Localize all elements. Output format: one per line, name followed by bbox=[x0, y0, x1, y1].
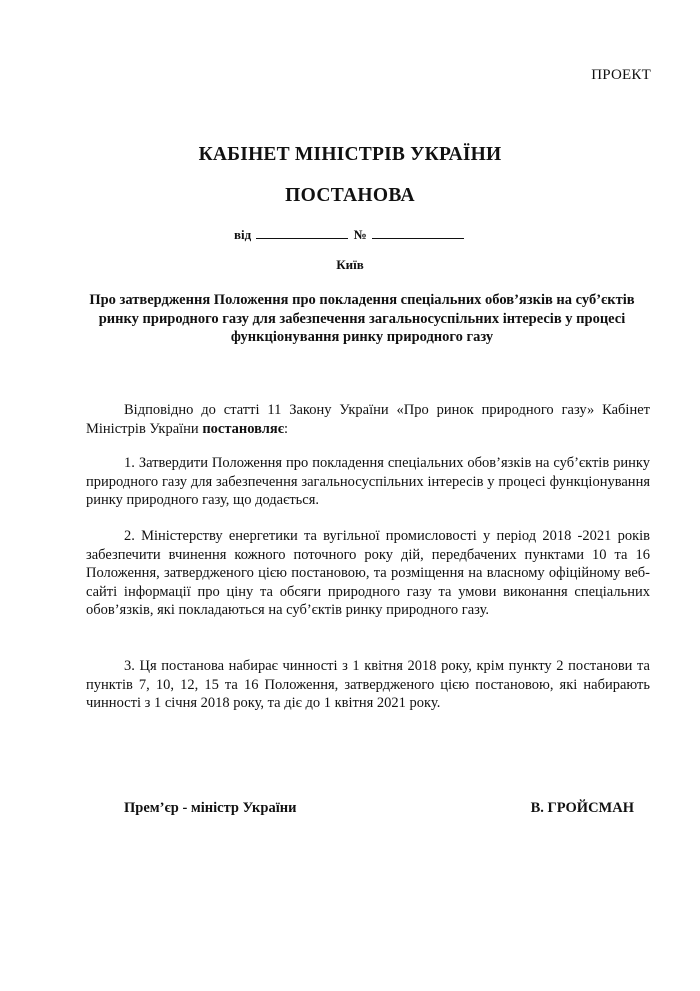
number-blank bbox=[372, 226, 464, 239]
paragraph-1: 1. Затвердити Положення про покладення спеціальних обов’язків на суб’єктів ринку природного газу для забезпечення загальносуспільних інтересів у процесі функціонування ринку природного газу, що додається. bbox=[86, 455, 650, 508]
number-label: № bbox=[353, 227, 367, 242]
signatory-name: В. ГРОЙСМАН bbox=[530, 800, 634, 816]
date-number-line bbox=[0, 226, 700, 243]
document-type-heading: ПОСТАНОВА bbox=[285, 185, 415, 206]
paragraph-2: 2. Міністерству енергетики та вугільної промисловості у період 2018 -2021 років забезпечити вчинення кожного поточного року дій, передбачених пунктами 10 та 16 Положення, затвердженого цією постановою, та розміщення на власному офіційному веб-сайті інформації про ціну та обсяги природного газу та умови виконання спеціальних обов’язків, які покладаються на суб’єктів ринку природного газу. bbox=[86, 528, 650, 618]
organization-title: КАБІНЕТ МІНІСТРІВ УКРАЇНИ bbox=[198, 144, 502, 165]
date-label: від bbox=[233, 227, 252, 242]
city-label: Київ bbox=[336, 257, 364, 272]
intro-paragraph bbox=[86, 401, 650, 438]
draft-stamp: ПРОЕКТ bbox=[591, 67, 651, 83]
date-blank bbox=[256, 226, 348, 239]
intro-text: Відповідно до статті 11 Закону України «Про ринок природного газу» Кабінет Міністрів України bbox=[86, 402, 650, 437]
intro-emphasis: постановляє bbox=[202, 420, 285, 437]
intro-tail: : bbox=[284, 420, 289, 437]
document-subject: Про затвердження Положення про покладення спеціальних обов’язків на суб’єктів ринку природного газу для забезпечення загальносуспільних інтересів у процесі функціонування ринку природного газу bbox=[89, 292, 635, 345]
signatory-title: Прем’єр - міністр України bbox=[124, 800, 297, 816]
paragraph-3: 3. Ця постанова набирає чинності з 1 квітня 2018 року, крім пункту 2 постанови та пунктів 7, 10, 12, 15 та 16 Положення, затвердженого цією постановою, які набирають чинності з 1 січня 2018 року, та діє до 1 квітня 2021 року. bbox=[86, 658, 650, 711]
